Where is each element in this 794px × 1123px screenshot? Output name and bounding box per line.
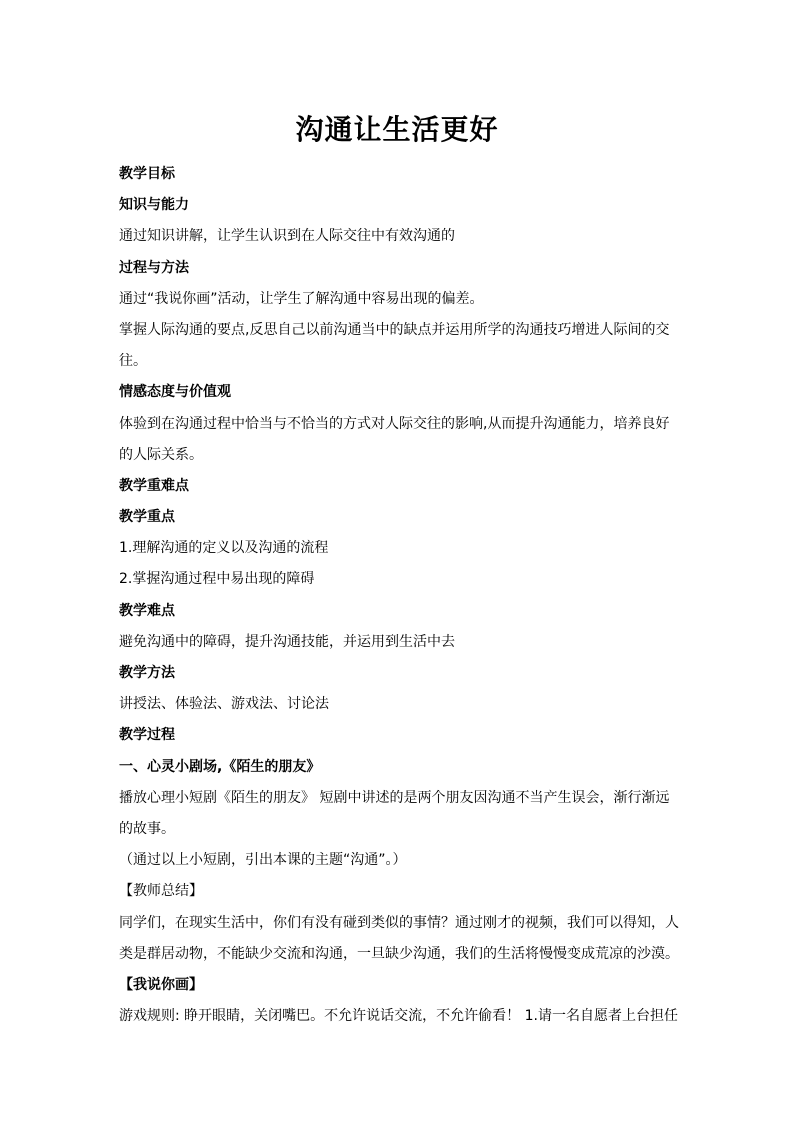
text-line: 【我说你画】 [119,976,203,993]
text-line: 教学目标 [119,166,175,182]
text-line: 教学过程 [119,727,175,744]
text-line: 教学重点 [119,509,175,526]
text-line: 游戏规则: 睁开眼睛，关闭嘴巴。不允许说话交流，不允许偷看！ 1.请一名自愿者上台担任 [119,1008,678,1025]
text-line: 教学方法 [119,665,175,681]
text-line: 讲授法、体验法、游戏法、讨论法 [119,696,329,713]
text-line: 往。 [119,353,147,370]
text-line: 【教师总结】 [119,883,203,900]
text-line: 2.掌握沟通过程中易出现的障碍 [119,571,315,588]
text-line: 掌握人际沟通的要点,反思自己以前沟通当中的缺点并运用所学的沟通技巧增进人际间的交 [119,321,670,338]
text-line: 避免沟通中的障碍，提升沟通技能，并运用到生活中去 [119,633,455,650]
text-line: 类是群居动物，不能缺少交流和沟通，一旦缺少沟通，我们的生活将慢慢变成荒凉的沙漠。 [119,945,679,962]
text-line: 的人际关系。 [119,446,203,463]
document-body [119,159,679,1032]
text-line: 1.理解沟通的定义以及沟通的流程 [119,540,329,557]
text-line: 情感态度与价值观 [119,384,231,401]
text-line: 体验到在沟通过程中恰当与不恰当的方式对人际交往的影响,从而提升沟通能力，培养良好 [119,415,670,432]
text-line: 知识与能力 [119,197,189,214]
text-line: 通过知识讲解，让学生认识到在人际交往中有效沟通的 [119,228,455,245]
document-title: 沟通让生活更好 [295,113,499,146]
text-line: 教学难点 [119,602,175,619]
text-line: 的故事。 [119,820,175,837]
text-line: （通过以上小短剧，引出本课的主题“沟通”。） [119,852,407,869]
text-line: 通过“我说你画”活动，让学生了解沟通中容易出现的偏差。 [119,290,484,307]
text-line: 过程与方法 [119,259,189,276]
text-line: 同学们，在现实生活中，你们有没有碰到类似的事情？通过刚才的视频，我们可以得知，人 [119,914,679,931]
text-line: 一、心灵小剧场,《陌生的朋友》 [119,758,321,775]
text-line: 教学重难点 [119,477,189,494]
text-line: 播放心理小短剧《陌生的朋友》 短剧中讲述的是两个朋友因沟通不当产生误会，渐行渐远 [119,789,670,806]
